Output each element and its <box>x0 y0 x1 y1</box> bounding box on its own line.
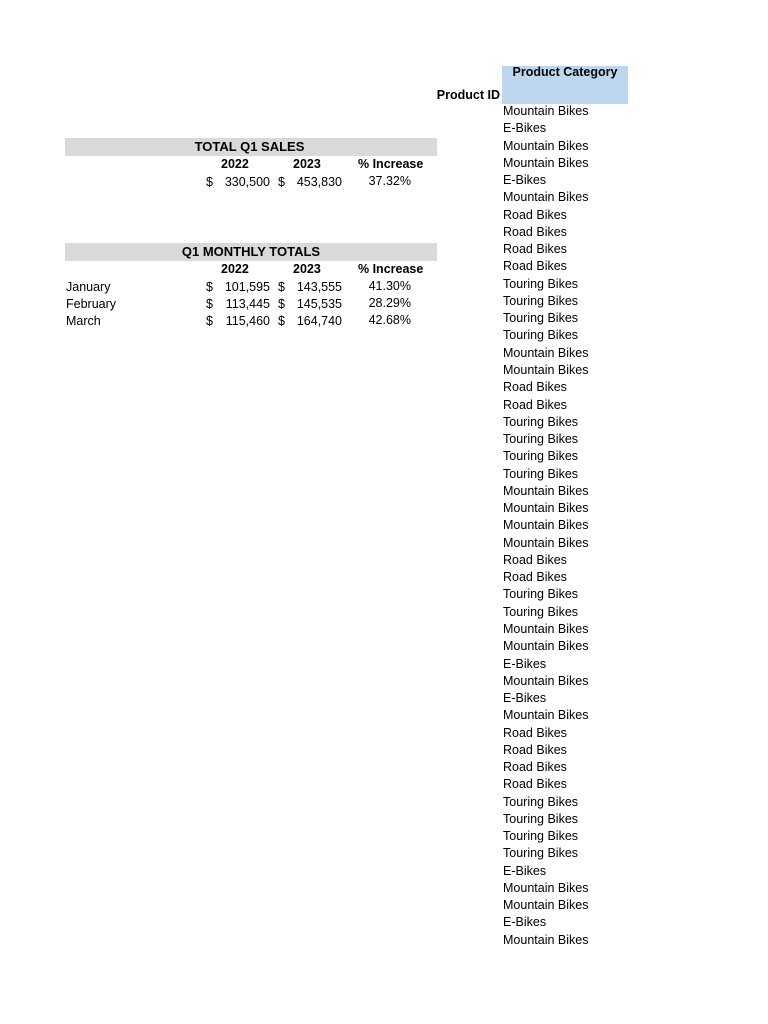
product-category-cell[interactable]: Mountain Bikes <box>503 362 589 377</box>
currency-symbol: $ <box>206 280 213 294</box>
product-category-cell[interactable]: Touring Bikes <box>503 293 579 308</box>
product-category-cell[interactable]: Touring Bikes <box>503 432 579 447</box>
product-category-cell[interactable]: E-Bikes <box>503 121 547 136</box>
currency-symbol: $ <box>206 175 213 189</box>
total-q1-col-2022[interactable]: 2022 <box>221 157 249 171</box>
month-2023-value: 143,555 <box>296 280 342 294</box>
total-q1-title[interactable]: TOTAL Q1 SALES <box>194 139 305 154</box>
total-q1-col-increase[interactable]: % Increase <box>358 157 424 171</box>
total-q1-col-2023[interactable]: 2023 <box>293 157 321 171</box>
monthly-col-2023[interactable]: 2023 <box>293 262 321 276</box>
product-category-cell[interactable]: E-Bikes <box>503 863 547 878</box>
monthly-col-increase[interactable]: % Increase <box>358 262 424 276</box>
product-category-cell[interactable]: Road Bikes <box>503 397 567 412</box>
month-label[interactable]: February <box>66 297 117 311</box>
product-id-header[interactable]: Product ID <box>436 88 500 102</box>
total-q1-increase-value[interactable]: 37.32% <box>368 174 411 188</box>
product-category-cell[interactable]: Mountain Bikes <box>503 932 589 947</box>
product-category-cell[interactable]: Road Bikes <box>503 552 567 567</box>
product-category-cell[interactable]: Mountain Bikes <box>503 483 589 498</box>
month-2023-value: 145,535 <box>296 297 342 311</box>
product-category-cell[interactable]: Mountain Bikes <box>503 104 589 118</box>
product-category-cell[interactable]: Mountain Bikes <box>503 898 589 913</box>
product-category-cell[interactable]: Mountain Bikes <box>503 708 589 723</box>
product-category-list <box>503 103 588 949</box>
product-category-cell[interactable]: Road Bikes <box>503 570 567 585</box>
product-category-cell[interactable]: Touring Bikes <box>503 414 579 429</box>
currency-symbol: $ <box>278 175 285 189</box>
product-category-cell[interactable]: Touring Bikes <box>503 328 579 343</box>
product-category-cell[interactable]: Touring Bikes <box>503 466 579 481</box>
product-category-cell[interactable]: Road Bikes <box>503 224 567 239</box>
month-2023-value: 164,740 <box>296 314 342 328</box>
product-category-cell[interactable]: Touring Bikes <box>503 587 579 602</box>
product-category-cell[interactable]: Mountain Bikes <box>503 639 589 654</box>
product-category-cell[interactable]: Touring Bikes <box>503 811 579 826</box>
product-category-cell[interactable]: Mountain Bikes <box>503 501 589 516</box>
month-increase-value[interactable]: 41.30% <box>368 279 411 293</box>
product-category-cell[interactable]: Mountain Bikes <box>503 345 589 360</box>
product-category-cell[interactable]: Touring Bikes <box>503 829 579 844</box>
currency-symbol: $ <box>278 314 285 328</box>
product-category-cell[interactable]: Road Bikes <box>503 777 567 792</box>
product-category-cell[interactable]: Touring Bikes <box>503 794 579 809</box>
currency-symbol: $ <box>278 297 285 311</box>
product-category-cell[interactable]: Mountain Bikes <box>503 190 589 205</box>
product-category-cell[interactable]: Road Bikes <box>503 380 567 395</box>
product-category-cell[interactable]: Touring Bikes <box>503 276 579 291</box>
product-category-cell[interactable]: Road Bikes <box>503 760 567 775</box>
month-2022-value: 115,460 <box>225 314 270 328</box>
product-category-cell[interactable]: Touring Bikes <box>503 604 579 619</box>
product-category-cell[interactable]: Mountain Bikes <box>503 138 589 153</box>
month-2022-value: 113,445 <box>225 297 270 311</box>
product-category-cell[interactable]: E-Bikes <box>503 656 547 671</box>
product-category-cell[interactable]: Mountain Bikes <box>503 155 589 170</box>
currency-symbol: $ <box>278 280 285 294</box>
month-increase-value[interactable]: 42.68% <box>368 313 411 327</box>
month-increase-value[interactable]: 28.29% <box>368 296 411 310</box>
product-category-cell[interactable]: Mountain Bikes <box>503 518 589 533</box>
month-label[interactable]: January <box>66 280 111 294</box>
product-category-header: Product Category <box>512 65 618 79</box>
product-category-cell[interactable]: Mountain Bikes <box>503 535 589 550</box>
monthly-col-2022[interactable]: 2022 <box>221 262 249 276</box>
product-category-cell[interactable]: Road Bikes <box>503 207 567 222</box>
product-category-cell[interactable]: E-Bikes <box>503 691 547 706</box>
monthly-title[interactable]: Q1 MONTHLY TOTALS <box>181 244 321 259</box>
product-category-cell[interactable]: Touring Bikes <box>503 311 579 326</box>
currency-symbol: $ <box>206 297 213 311</box>
total-q1-2022-value: 330,500 <box>224 175 270 189</box>
total-q1-2023-value: 453,830 <box>296 175 342 189</box>
month-label[interactable]: March <box>66 314 101 328</box>
product-category-cell[interactable]: Mountain Bikes <box>503 673 589 688</box>
product-category-cell[interactable]: Road Bikes <box>503 259 567 274</box>
product-category-cell[interactable]: Touring Bikes <box>503 846 579 861</box>
product-category-cell[interactable]: E-Bikes <box>503 173 547 188</box>
month-2022-value: 101,595 <box>224 280 270 294</box>
product-category-cell[interactable]: Mountain Bikes <box>503 880 589 895</box>
product-category-cell[interactable]: Mountain Bikes <box>503 621 589 636</box>
product-category-cell[interactable]: Road Bikes <box>503 742 567 757</box>
product-category-cell[interactable]: E-Bikes <box>503 915 547 930</box>
currency-symbol: $ <box>206 314 213 328</box>
product-category-cell[interactable]: Road Bikes <box>503 242 567 257</box>
product-category-cell[interactable]: Touring Bikes <box>503 449 579 464</box>
product-category-cell[interactable]: Road Bikes <box>503 725 567 740</box>
